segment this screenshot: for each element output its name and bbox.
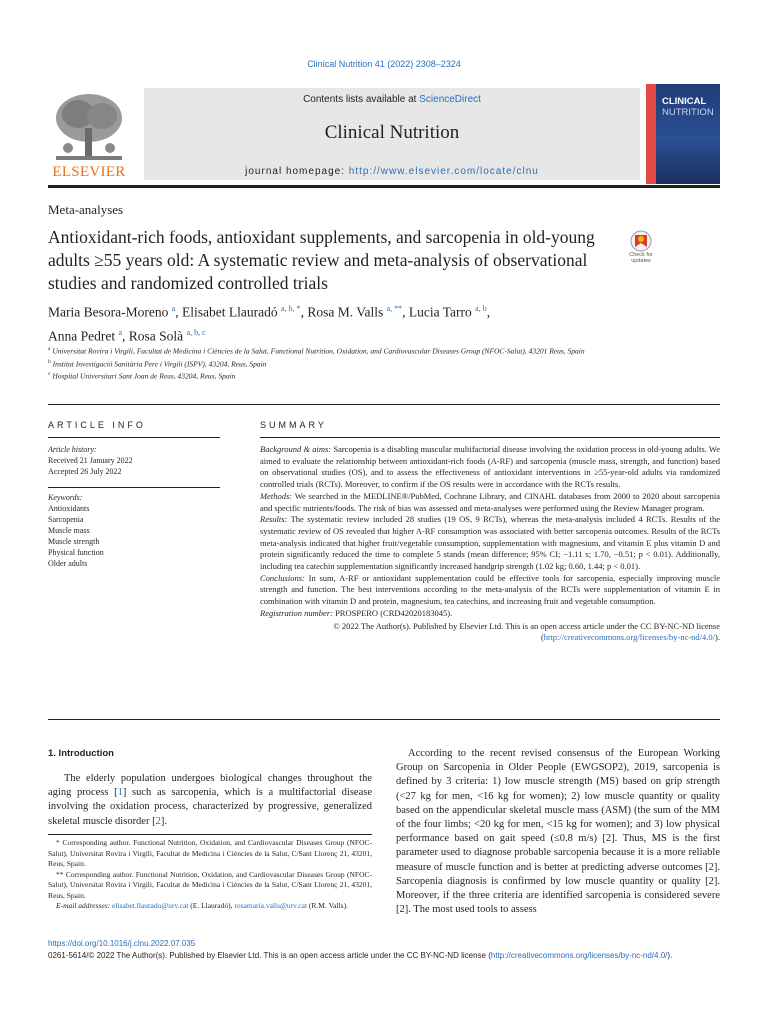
author-name[interactable]: Rosa M. Valls	[307, 304, 384, 320]
check-for-updates-button[interactable]	[624, 230, 658, 268]
copyright-text: © 2022 The Author(s). Published by Elsevier Ltd. This is an open access article under the CC BY-NC-ND license (	[333, 620, 720, 643]
keyword: Sarcopenia	[48, 515, 84, 524]
keyword: Physical function	[48, 548, 104, 557]
affiliation-list	[48, 344, 708, 382]
cover-title-line2: NUTRITION	[662, 107, 714, 118]
author-separator: ,	[122, 328, 129, 343]
keyword: Antioxidants	[48, 504, 90, 513]
methods-text: We searched in the MEDLINE®/PubMed, Cochrane Library, and CINAHL databases from 2000 to 2020 about sarcopenia and specific nutrients/foods. The risk of bias was assessed and meta-analyses were performed using the Review Manager program.	[260, 490, 720, 513]
abstract-conclusions	[260, 573, 720, 608]
methods-label: Methods:	[260, 490, 293, 501]
author-separator: ,	[486, 304, 491, 320]
article-info-heading: ARTICLE INFO	[48, 420, 146, 430]
journal-name: Clinical Nutrition	[324, 122, 460, 143]
affiliation-text: Universitat Rovira i Virgili, Facultat de Medicina i Ciències de la Salut, Functional Nutrition, Oxidation, and Cardiovascular Diseases Group (NFOC-Salut), 43201 Reus, Spain	[52, 346, 585, 356]
email-label: E-mail addresses:	[56, 901, 112, 910]
article-info-rule	[48, 437, 220, 438]
abstract-results	[260, 514, 720, 573]
journal-citation[interactable]: Clinical Nutrition 41 (2022) 2308–2324	[307, 59, 461, 69]
abstract-copyright	[260, 621, 720, 644]
license-link[interactable]: http://creativecommons.org/licenses/by-nc-nd/4.0/	[490, 951, 668, 960]
sciencedirect-link[interactable]: ScienceDirect	[419, 94, 481, 105]
footnote-rule	[48, 834, 372, 835]
cover-stripe	[646, 84, 656, 184]
issn-text: 0261-5614/© 2022 The Author(s). Published by Elsevier Ltd. This is an open access article under the CC BY-NC-ND license (	[48, 951, 491, 960]
article-section-label: Meta-analyses	[48, 202, 124, 217]
footnote-corresponding-2: ** Corresponding author. Functional Nutrition, Oxidation, and Cardiovascular Diseases Group (NFOC-Salut), Universitat Rovira i Virgili, Facultat de Medicina i Ciències de la Salut, C/Sant Llorenç 21, 43201, Reus, Spain.	[48, 869, 372, 900]
issn-line	[48, 951, 728, 960]
conclusions-text: In sum, A-RF or antioxidant supplementation could be effective tools for sarcopenia, especially improving muscle strength and function. The best interventions according to the meta-analysis of the RCTs were supplementation of vitamin E in combination with vitamin D and protein, magnesium, tea catechins, and increasing fruit and vegetable consumption.	[260, 572, 720, 607]
journal-info-box	[144, 88, 640, 180]
author-list	[48, 299, 708, 346]
summary-heading: SUMMARY	[260, 420, 327, 430]
affiliation-mark: a	[48, 346, 51, 352]
summary-bottom-rule	[48, 719, 720, 720]
keywords-label: Keywords:	[48, 493, 83, 502]
affiliation-item	[48, 344, 708, 357]
author-separator: ,	[300, 304, 308, 320]
copyright-end: ).	[715, 632, 720, 643]
email-link[interactable]: elisabet.llaurado@urv.cat	[111, 901, 189, 910]
author-name[interactable]: Anna Pedret	[48, 328, 116, 343]
email-link[interactable]: rosamaria.valls@urv.cat	[234, 901, 308, 910]
doi-link[interactable]: https://doi.org/10.1016/j.clnu.2022.07.035	[48, 939, 196, 948]
author-separator: ,	[402, 304, 409, 320]
homepage-link[interactable]: http://www.elsevier.com/locate/clnu	[348, 166, 539, 177]
intro-paragraph	[48, 772, 372, 829]
homepage-prefix: journal homepage:	[245, 166, 349, 177]
author-affiliation-mark[interactable]: a, b	[475, 304, 487, 313]
affiliation-text: Hospital Universitari Sant Joan de Reus, 43204, Reus, Spain	[52, 371, 236, 381]
summary-rule	[260, 437, 720, 438]
crossmark-icon	[624, 230, 658, 252]
affiliation-rule	[48, 404, 720, 405]
introduction-right-column	[396, 747, 720, 917]
registration-text: PROSPERO (CRD42020183045).	[335, 607, 453, 618]
author-affiliation-mark[interactable]: a	[118, 327, 123, 337]
keyword: Older adults	[48, 559, 88, 568]
journal-homepage	[144, 166, 640, 177]
introduction-heading: 1. Introduction	[48, 748, 114, 759]
reference-link[interactable]: 2	[155, 815, 161, 827]
footnote-corresponding-1: * Corresponding author. Functional Nutrition, Oxidation, and Cardiovascular Diseases Group (NFOC-Salut), Universitat Rovira i Virgili, Facultat de Medicina i Ciències de la Salut, C/Sant Llorenç 21, 43201, Reus, Spain.	[48, 838, 372, 868]
abstract-methods	[260, 491, 720, 514]
keywords-list	[48, 492, 220, 569]
affiliation-item	[48, 369, 708, 382]
abstract-summary	[260, 444, 720, 644]
history-label: Article history:	[48, 445, 97, 454]
article-title: Antioxidant-rich foods, antioxidant supplements, and sarcopenia in old-young adults ≥55 years old: A systematic review and meta-analysis of observational studies and randomized controlled trials	[48, 227, 595, 293]
abstract-registration	[260, 608, 720, 620]
author-affiliation-mark[interactable]: a, **	[386, 304, 403, 313]
author-affiliation-mark[interactable]: a	[171, 304, 176, 313]
introduction-left-column	[48, 772, 372, 829]
keyword: Muscle mass	[48, 526, 90, 535]
results-text: The systematic review included 28 studies (19 OS, 9 RCTs), whereas the meta-analysis included 4 RCTs. Results of the systematic review of OS revealed that higher A-RF consumption was associated with better sarcopenia outcomes. Results of the RCTs meta-analysis indicated that higher fruit/vegetable consumption, supplementation with magnesium, and vitamin E plus vitamin D and protein significantly reduced the time to complete 5 stands (mean difference; 95% CI; −1.11 s; 1.70, −0.51; p < 0.01). Additionally, including tea catechin supplementation significantly increased handgrip strength (1.02 kg; 0.60, 1.44; p < 0.01).	[260, 514, 720, 572]
background-label: Background & aims:	[260, 444, 332, 454]
intro-paragraph: According to the recent revised consensus of the European Working Group on Sarcopenia in Older People (EWGSOP2), 2019, sarcopenia is defined by 3 criteria: 1) low muscle strength (MS) based on grip strength (<27 kg for men, <16 kg for women); 2) low muscle quantity or quality based on the appendicular skeletal muscle mass (ASM) (the sum of the MM of the four limbs; <20 kg for men, <15 kg for women); and 3) low physical performance based on gait speed (≤0.8 m/s) [2]. Thus, MS is the first parameter used to diagnose probable sarcopenia because it is a more reliable measure of muscle function and is better at predicting adverse outcomes [2]. Sarcopenia diagnosis is confirmed by low muscle quantity or quality [2]. Moreover, if the three criteria are identified sarcopenia is considered severe [2]. The most used tools to assess	[396, 748, 720, 916]
footnote-emails	[48, 901, 372, 912]
email-owner: (E. Llauradó),	[188, 901, 235, 910]
author-name[interactable]: Lucia Tarro	[408, 304, 472, 320]
intro-text: ] such as sarcopenia, which is a multifactorial disease involving the oxidation process, characterized by progressive, generalized skeletal muscle disorder [	[48, 787, 372, 827]
cover-title-line1: CLINICAL	[662, 96, 707, 107]
abstract-background	[260, 444, 720, 491]
author-affiliation-mark[interactable]: a, b, *	[281, 304, 301, 313]
keywords-rule	[48, 487, 220, 488]
masthead-rule	[48, 185, 720, 188]
article-history	[48, 444, 220, 477]
author-name[interactable]: Maria Besora-Moreno	[48, 304, 169, 320]
background-text: Sarcopenia is a disabling muscular multifactorial disease involving the oxidation process in old-young adults. We aimed to evaluate the relationship between antioxidant-rich foods (A-RF) and sarcopenia (muscle mass, strength, and function) based on observational studies (OS), and to assess the effectiveness of antioxidant interventions in ≥55-year-old adults via randomized controlled trials (RCTs). Moreover, to confirm if the OS results were in accordance with the RCTs results.	[260, 444, 721, 490]
journal-masthead	[48, 84, 720, 184]
license-link[interactable]: http://creativecommons.org/licenses/by-nc-nd/4.0/	[543, 632, 716, 643]
author-name[interactable]: Rosa Solà	[128, 328, 184, 343]
issn-end: ).	[667, 951, 673, 960]
affiliation-mark: b	[48, 358, 51, 365]
affiliation-text: Institut Investigació Sanitària Pere i Virgili (ISPV), 43204, Reus, Spain	[52, 359, 267, 368]
reference-link[interactable]: 1	[117, 787, 123, 799]
received-date: Received 21 January 2022	[48, 456, 133, 465]
affiliation-item	[48, 357, 708, 370]
registration-label: Registration number:	[260, 607, 333, 618]
results-label: Results:	[260, 514, 288, 525]
author-name[interactable]: Elisabet Llauradó	[182, 304, 278, 320]
elsevier-wordmark: ELSEVIER	[52, 164, 126, 180]
footnotes	[48, 838, 372, 912]
conclusions-label: Conclusions:	[260, 572, 305, 583]
intro-text: The elderly population undergoes biological changes throughout the aging process [	[48, 773, 372, 799]
author-separator: ,	[175, 304, 183, 320]
accepted-date: Accepted 26 July 2022	[48, 467, 122, 476]
email-owner: (R.M. Valls).	[307, 901, 348, 910]
affiliation-mark: c	[48, 371, 51, 377]
crossmark-label: Check for updates	[629, 252, 653, 264]
journal-cover-thumbnail[interactable]	[646, 84, 720, 184]
contents-prefix: Contents lists available at	[303, 94, 420, 105]
contents-line	[144, 94, 640, 105]
author-affiliation-mark[interactable]: a, b, c	[186, 327, 206, 337]
intro-text: ].	[160, 815, 167, 827]
keyword: Muscle strength	[48, 537, 100, 546]
